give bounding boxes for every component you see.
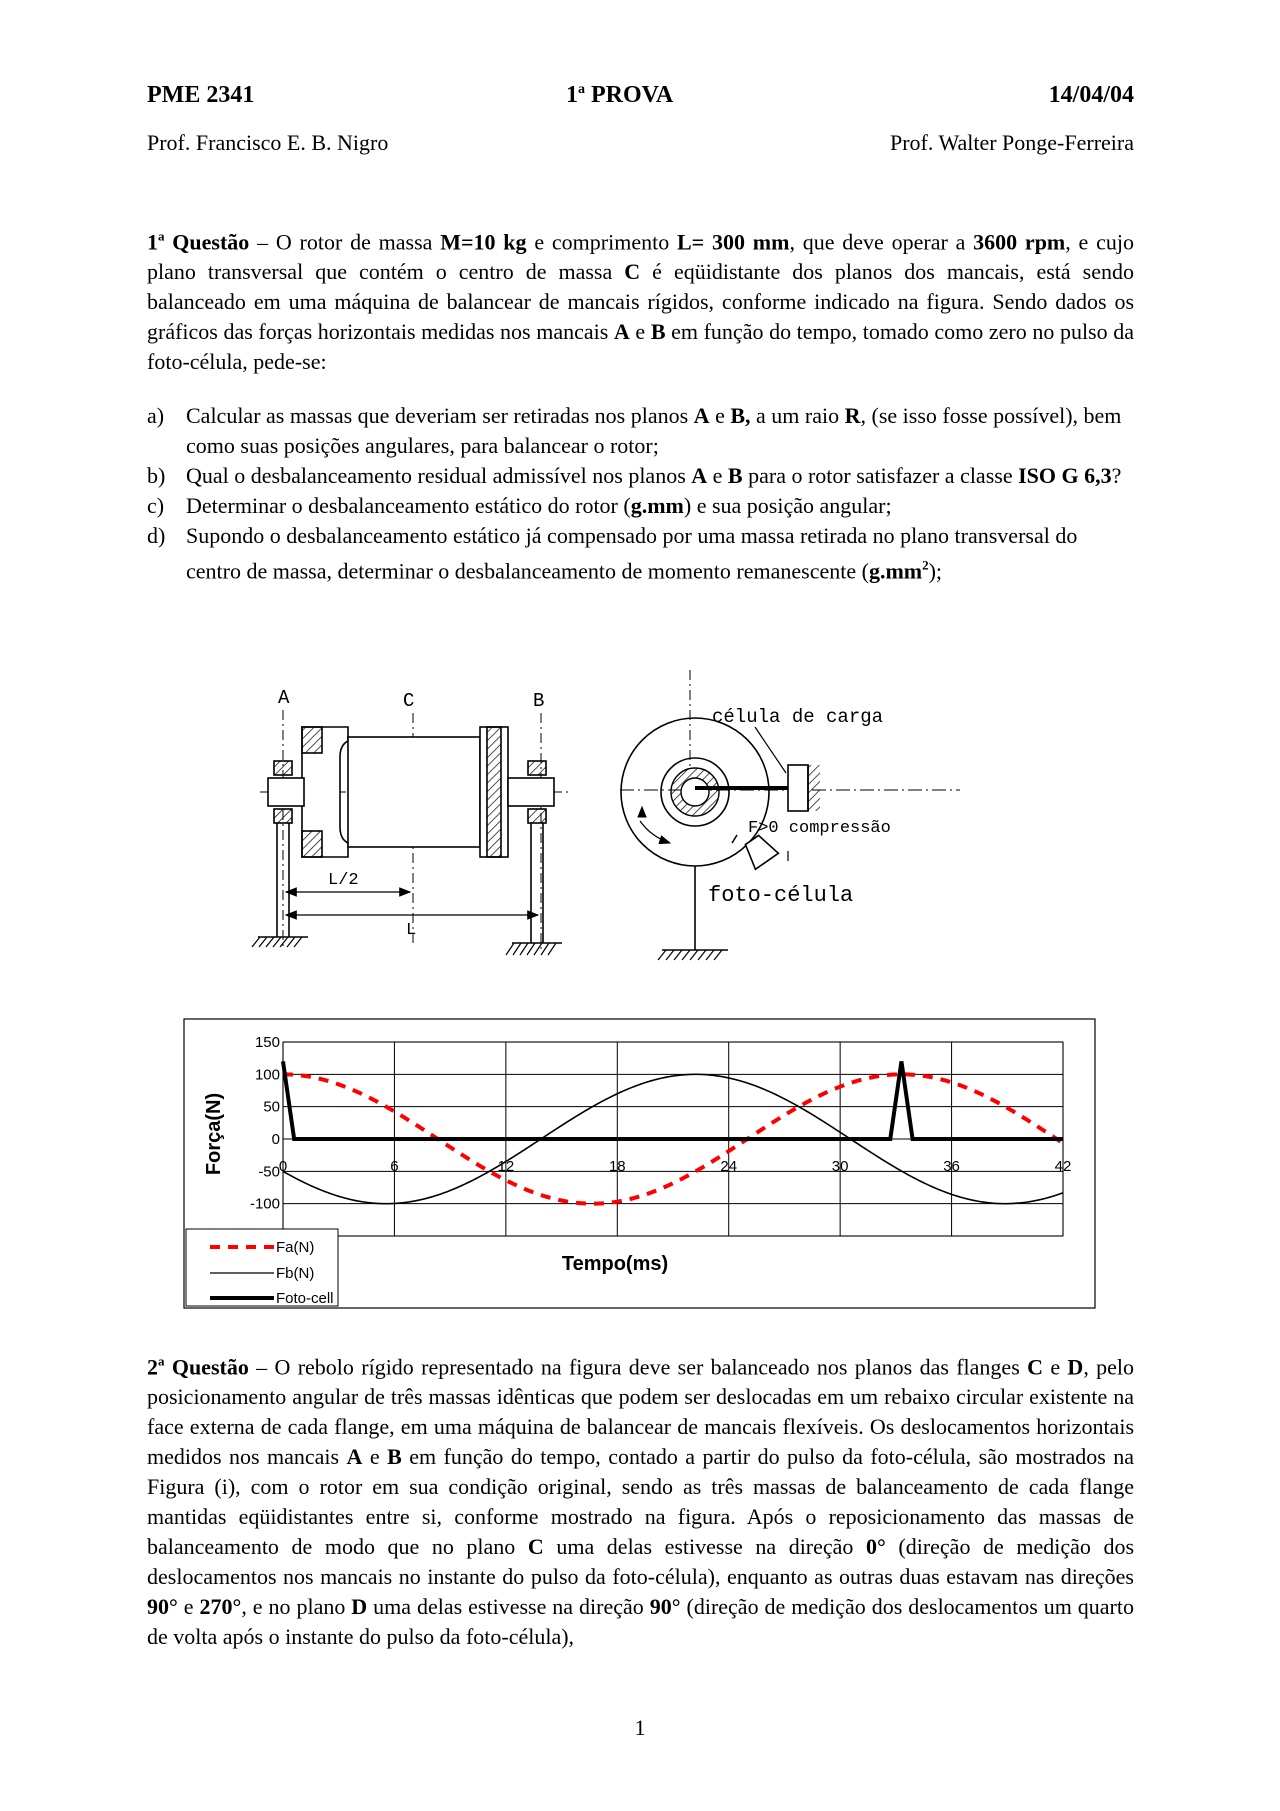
q2-text: , pelo posicionamento angular de três massas idênticas que podem ser deslocadas em um rebaixo circular existente na face externa de cada flange, em uma máquina de balancear de mancais flexíveis. Os deslocamentos horizontais medidos nos mancais [147,1354,1135,1470]
q1-text: em função do tempo, tomado como zero no pulso da foto-célula, pede-se: [147,319,1135,375]
question-1-superscript: a [158,229,165,244]
force-chart [183,1018,1096,1310]
q2-text: e [362,1444,388,1470]
question-1-number: 1 [147,229,158,255]
x-tick-label: 42 [1054,1158,1072,1175]
ground-end-view [658,950,722,960]
exam-date: 14/04/04 [1048,82,1134,108]
dim-full-label: L [406,921,417,940]
q2-bold: C [527,1534,544,1560]
item-text: , (se isso fosse possível), bem como suas posições angulares, para balancear o rotor; [186,403,1122,458]
right-ground [506,943,556,955]
q2-bold: D [1067,1354,1084,1380]
item-d-label: d) [147,523,166,548]
force-sign-label: F>0 compressão [748,819,891,838]
y-tick-label: -100 [249,1195,280,1213]
q1-text: e comprimento [526,229,677,255]
item-text: e [709,403,731,428]
q2-text: uma delas estivesse na direção [543,1534,866,1560]
item-text: e [707,463,728,488]
q2-text: uma delas estivesse na direção [367,1594,650,1620]
q1-bearing-b: B [650,319,666,345]
item-text: Determinar o desbalanceamento estático do rotor ( [186,493,631,518]
y-tick-label: 0 [271,1131,280,1148]
q2-text: e [177,1594,200,1620]
question-2-title: Questão [164,1354,249,1380]
item-bold: A [691,463,708,488]
item-superscript: 2 [922,558,929,573]
item-text: a um raio [750,403,845,428]
item-a-label: a) [147,403,165,428]
x-tick-label: 0 [278,1158,288,1175]
page-number: 1 [634,1715,646,1740]
q2-text: em função do tempo, contado a partir do pulso da foto-célula, são mostrados na Figura (i), com o rotor em sua condição original, sendo as três massas de balanceamento de cada flange mantidas eqüidistantes entre si, conforme mostrado na figura. Após o reposicionamento das massas de balanceamento de modo que no plano [147,1444,1134,1560]
q2-text: (direção de medição dos deslocamentos um quarto de volta após o instante do pulso da foto-célula), [147,1594,1134,1650]
question-1-statement [147,222,1134,377]
q1-text: – O rotor de massa [249,229,441,255]
q1-point-c: C [624,259,641,285]
load-cell-label: célula de carga [712,706,884,728]
x-tick-label: 18 [608,1158,626,1175]
y-tick-label: 150 [254,1034,280,1051]
x-tick-label: 30 [831,1158,849,1175]
item-text: ? [1111,463,1122,488]
q2-text: (direção de medição dos deslocamentos nos mancais no instante do pulso da foto-célula), enquanto as outras duas estavam nas direções [147,1534,1135,1590]
item-b-label: b) [147,463,166,488]
q1-text: , e cujo plano transversal que contém o centro de massa [147,229,1134,285]
question-1-items [147,401,1134,586]
q2-bold: 0° [866,1534,886,1560]
item-bold: g.mm [630,493,684,518]
exam-superscript: a [578,82,585,97]
q2-bold: D [351,1594,368,1620]
question-1-title: Questão [164,229,250,255]
legend-foto-cell: Foto-cell [276,1290,334,1307]
left-ground [252,937,302,947]
exam-number: 1 [566,82,578,108]
item-bold: A [693,403,710,428]
x-tick-label: 24 [720,1158,738,1175]
q1-text: é eqüidistante dos planos dos mancais, está sendo balanceado em uma máquina de balancear de mancais rígidos, conforme indicado na figura. Sendo dados os gráficos das forças horizontais medidas nos mancais [147,259,1134,345]
photo-cell-label: foto-célula [708,883,854,908]
item-bold: ISO G 6,3 [1018,463,1112,488]
chart-legend [186,1229,338,1307]
item-bold: B, [730,403,751,428]
rotor-figure [240,665,980,975]
question-2-statement [147,1347,1134,1652]
x-tick-label: 6 [390,1158,399,1175]
dim-half-label: L/2 [328,871,359,890]
y-axis-title: Força(N) [203,1092,225,1176]
q1-length: L= 300 mm [677,229,790,255]
x-axis-title: Tempo(ms) [561,1253,669,1275]
q2-bold: A [346,1444,363,1470]
label-c: C [403,690,415,712]
professor-right: Prof. Walter Ponge-Ferreira [889,130,1134,155]
q2-bold: 90° [147,1594,178,1620]
exam-title [566,82,673,109]
y-tick-label: 100 [254,1066,280,1084]
q2-bold: B [387,1444,402,1470]
item-c-label: c) [147,493,165,518]
q2-text: e [1042,1354,1068,1380]
professor-left: Prof. Francisco E. B. Nigro [147,130,389,155]
item-bold: g.mm [868,558,923,584]
question-2-superscript: a [158,1354,165,1369]
exam-word: PROVA [585,82,674,108]
y-tick-label: -50 [258,1163,280,1181]
item-text: ); [928,558,943,584]
q1-mass: M=10 kg [440,229,527,255]
item-text: Qual o desbalanceamento residual admissível nos planos [186,463,692,488]
x-tick-label: 12 [497,1158,515,1175]
item-c [147,491,1134,521]
item-text: ) e sua posição angular; [683,493,892,518]
q2-text: – O rebolo rígido representado na figura deve ser balanceado nos planos das flanges [248,1354,1028,1380]
rotor-body [268,727,554,857]
legend-fa: Fa(N) [276,1239,315,1256]
legend-fb: Fb(N) [276,1265,315,1282]
q1-text: e [629,319,651,345]
q2-bold: C [1027,1354,1043,1380]
label-a: A [278,687,290,709]
question-2-number: 2 [147,1354,158,1380]
x-tick-label: 36 [943,1158,960,1175]
q2-text: , e no plano [241,1594,352,1620]
item-d [147,521,1134,586]
q2-bold: 90° [649,1594,681,1620]
q2-bold: 270° [199,1594,242,1620]
item-text: Supondo o desbalanceamento estático já compensado por uma massa retirada no plano transversal do centro de massa, determinar o desbalanceamento de momento remanescente ( [186,523,1078,584]
q1-speed: 3600 rpm [973,229,1066,255]
item-text: Calcular as massas que deveriam ser retiradas nos planos [186,403,694,428]
item-text: para o rotor satisfazer a classe [742,463,1019,488]
y-tick-label: 50 [263,1098,280,1116]
q1-text: , que deve operar a [789,229,974,255]
item-bold: R [844,403,861,428]
label-b: B [533,690,545,712]
item-b [147,461,1134,491]
course-code: PME 2341 [147,82,255,108]
item-bold: B [727,463,743,488]
item-a [147,401,1134,461]
q1-bearing-a: A [613,319,630,345]
